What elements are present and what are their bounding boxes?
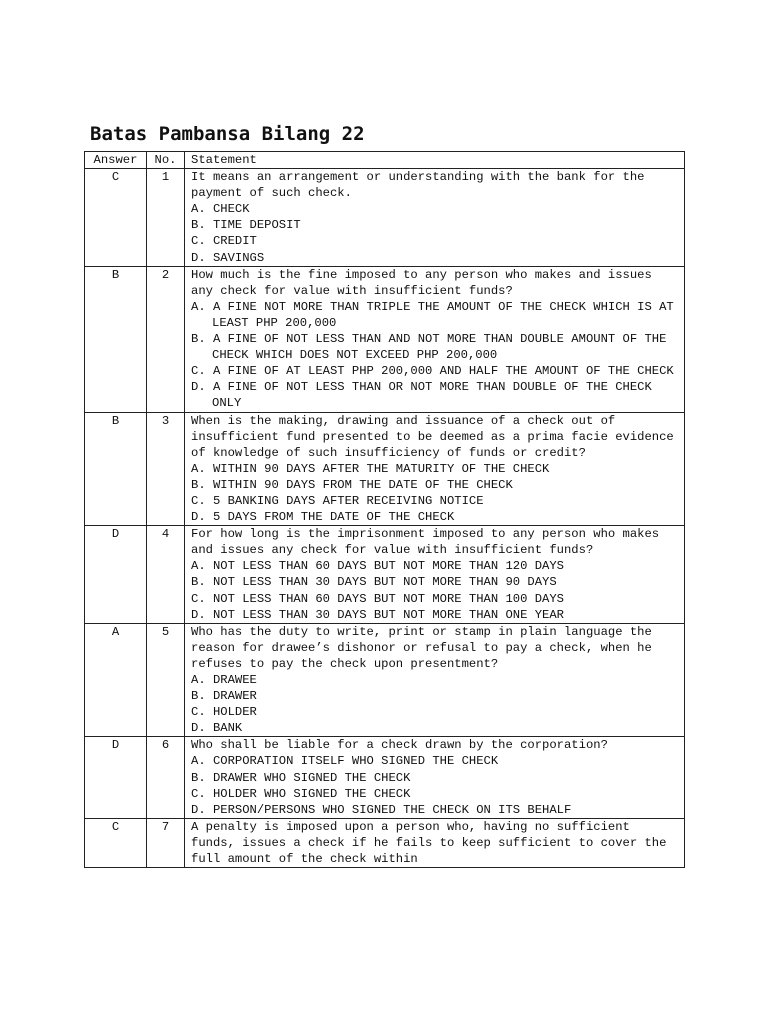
option-c: C. NOT LESS THAN 60 DAYS BUT NOT MORE THAN 100 DAYS <box>191 591 564 606</box>
answer-cell: C <box>85 169 147 267</box>
number-cell: 4 <box>147 526 185 624</box>
statement-cell <box>185 526 685 624</box>
option-b: B. A FINE OF NOT LESS THAN AND NOT MORE THAN DOUBLE AMOUNT OF THE CHECK WHICH DOES NOT EXCEED PHP 200,000 <box>191 332 667 363</box>
answer-cell: D <box>85 526 147 624</box>
option-c: C. CREDIT <box>191 234 257 249</box>
number-cell: 7 <box>147 818 185 867</box>
option-c: C. 5 BANKING DAYS AFTER RECEIVING NOTICE <box>191 493 484 508</box>
questions-table <box>84 151 685 868</box>
question-text: When is the making, drawing and issuance of a check out of insufficient fund presented to be deemed as a prima facie evidence of knowledge of such insufficiency of funds or credit? <box>191 413 674 460</box>
table-row <box>85 412 685 526</box>
option-d: D. BANK <box>191 721 243 736</box>
question-text: It means an arrangement or understanding with the bank for the payment of such check. <box>191 170 645 201</box>
table-row <box>85 169 685 267</box>
table-row <box>85 526 685 624</box>
statement-cell <box>185 623 685 737</box>
answer-column-header: Answer <box>85 152 147 169</box>
option-a: A. WITHIN 90 DAYS AFTER THE MATURITY OF THE CHECK <box>191 461 550 476</box>
table-row <box>85 266 685 412</box>
table-row <box>85 737 685 818</box>
option-d: D. SAVINGS <box>191 250 265 265</box>
question-text: Who shall be liable for a check drawn by the corporation? <box>191 738 608 753</box>
answer-cell: D <box>85 737 147 818</box>
option-c: C. A FINE OF AT LEAST PHP 200,000 AND HALF THE AMOUNT OF THE CHECK <box>191 364 674 379</box>
number-cell: 6 <box>147 737 185 818</box>
answer-cell: C <box>85 818 147 867</box>
option-c: C. HOLDER WHO SIGNED THE CHECK <box>191 786 411 801</box>
option-b: B. NOT LESS THAN 30 DAYS BUT NOT MORE THAN 90 DAYS <box>191 575 557 590</box>
answer-cell: B <box>85 266 147 412</box>
document-title: Batas Pambansa Bilang 22 <box>90 123 365 145</box>
statement-cell <box>185 818 685 867</box>
number-cell: 3 <box>147 412 185 526</box>
option-b: B. DRAWER WHO SIGNED THE CHECK <box>191 770 411 785</box>
number-cell: 1 <box>147 169 185 267</box>
question-text: For how long is the imprisonment imposed to any person who makes and issues any check for value with insufficient funds? <box>191 527 660 558</box>
option-a: A. CORPORATION ITSELF WHO SIGNED THE CHECK <box>191 754 499 769</box>
statement-cell <box>185 169 685 267</box>
statement-cell <box>185 266 685 412</box>
option-b: B. TIME DEPOSIT <box>191 218 301 233</box>
option-b: B. WITHIN 90 DAYS FROM THE DATE OF THE CHECK <box>191 477 513 492</box>
statement-cell <box>185 412 685 526</box>
option-c: C. HOLDER <box>191 705 257 720</box>
statement-cell <box>185 737 685 818</box>
option-a: A. DRAWEE <box>191 673 257 687</box>
statement-column-header: Statement <box>185 152 685 169</box>
table-row <box>85 818 685 867</box>
question-text: A penalty is imposed upon a person who, having no sufficient funds, issues a check if he fails to keep sufficient to cover the full amount of the check within <box>191 819 667 867</box>
number-column-header: No. <box>147 152 185 169</box>
answer-cell: A <box>85 623 147 737</box>
option-a: A. A FINE NOT MORE THAN TRIPLE THE AMOUNT OF THE CHECK WHICH IS AT LEAST PHP 200,000 <box>191 299 674 330</box>
question-text: Who has the duty to write, print or stamp in plain language the reason for drawee’s dishonor or refusal to pay a check, when he refuses to pay the check upon presentment? <box>191 624 652 671</box>
option-d: D. A FINE OF NOT LESS THAN OR NOT MORE THAN DOUBLE OF THE CHECK ONLY <box>191 380 652 411</box>
option-d: D. PERSON/PERSONS WHO SIGNED THE CHECK ON ITS BEHALF <box>191 802 572 817</box>
option-d: D. 5 DAYS FROM THE DATE OF THE CHECK <box>191 510 455 525</box>
option-b: B. DRAWER <box>191 689 257 704</box>
number-cell: 5 <box>147 623 185 737</box>
option-a: A. NOT LESS THAN 60 DAYS BUT NOT MORE THAN 120 DAYS <box>191 559 564 574</box>
question-text: How much is the fine imposed to any person who makes and issues any check for value with insufficient funds? <box>191 267 652 298</box>
answer-cell: B <box>85 412 147 526</box>
table-header-row <box>85 152 685 169</box>
option-d: D. NOT LESS THAN 30 DAYS BUT NOT MORE THAN ONE YEAR <box>191 607 564 622</box>
number-cell: 2 <box>147 266 185 412</box>
table-row <box>85 623 685 737</box>
option-a: A. CHECK <box>191 202 250 217</box>
